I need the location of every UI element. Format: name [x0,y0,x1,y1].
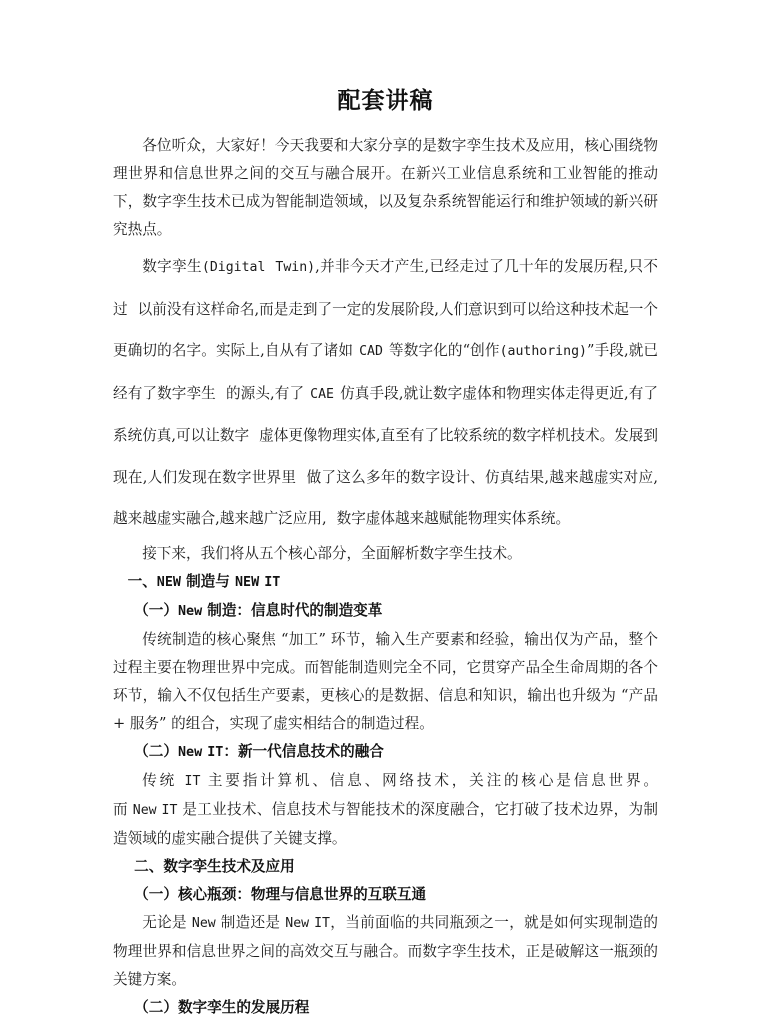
heading-section-1-it: IT [264,574,281,590]
bottleneck-tail: ，当前面临的共同瓶颈之一，就是如何实现制造的物理世界和信息世界之间的高效交互与融合。而数字孪生技术，正是破解这一瓶颈的关键方案。 [113,913,659,988]
heading-section-2-sub-2: （二）数字孪生的发展历程 [134,998,310,1016]
history-text-8: 虚体更像物理实体,直至有了比较系统的数字样机技术。发展到现在,人们发现在数字世界里 [113,427,658,486]
bottleneck-lead: 无论是 [142,913,187,931]
heading-sub2-latin-it: IT [207,744,224,760]
heading-section-1-new: NEW [156,574,181,590]
page-title: 配套讲稿 [337,87,434,114]
history-text-5: ”手段,就已经有了数字孪生 [113,342,659,402]
paragraph-new-it [113,767,658,853]
history-latin-cae: CAE [310,386,334,402]
new-it-mid: 主要指计算机、信息、网络技术，关注的核心是信息世界。而 [113,771,658,818]
history-latin-cad: CAD [359,344,383,359]
new-it-latin-1: IT [184,773,201,789]
heading-section-1-new2: NEW [234,574,260,590]
bottleneck-latin-2: New [285,915,310,931]
heading-sub2-latin-new: New [177,744,203,760]
heading-section-1-sub-1 [113,597,658,626]
history-text-3: 以前没有这样命名,而是走到了一定的发展阶段,人们意识到可以给这种技术起一个更确切的名字。实际上,自从有了诸如 [113,300,658,359]
history-latin-twin: Twin) [275,260,316,275]
heading-sub1-text: 制造：信息时代的制造变革 [207,601,383,619]
heading-sub1-latin: New [177,603,203,619]
history-text-2: ,并非今天才产生,已经走过了几十年的发展历程,只不过 [113,258,658,318]
heading-sub2-text: ：新一代信息技术的融合 [223,742,384,760]
history-text-7: 仿真手段,就让数字虚体和物理实体走得更近,有了系统仿真,可以让数字 [113,384,658,444]
new-it-lead: 传统 [142,771,178,789]
bottleneck-latin-3: IT [314,915,330,931]
new-it-latin-2: New [132,802,157,818]
bottleneck-latin-1: New [191,915,216,931]
paragraph-intro: 各位听众，大家好！今天我要和大家分享的是数字孪生技术及应用，核心围绕物理世界和信息世界之间的交互与融合展开。在新兴工业信息系统和工业智能的推动下，数字孪生技术已成为智能制造领域，以及复杂系统智能运行和维护领域的新兴研究热点。 [113,137,658,238]
new-it-latin-3: IT [161,802,178,818]
heading-section-2: 二、数字孪生技术及应用 [134,857,295,875]
history-latin-authoring: (authoring) [499,344,587,359]
paragraph-transition: 接下来，我们将从五个核心部分，全面解析数字孪生技术。 [142,544,522,562]
paragraph-bottleneck [113,909,658,994]
heading-section-2-sub-1: （一）核心瓶颈：物理与信息世界的互联互通 [134,885,427,903]
heading-sub2-prefix: （二） [134,742,178,760]
history-text-10: 数字虚体越来越赋能物理实体系统。 [336,510,571,527]
paragraph-new-manufacturing: 传统制造的核心聚焦 “加工” 环节，输入生产要素和经验，输出仅为产品，整个过程主要在物理世界中完成。而智能制造则完全不同，它贯穿产品全生命周期的各个环节，输入不仅包括生产要素，更核心的是数据、信息和知识，输出也升级为 “产品 + 服务” 的组合，实现了虚实相结合的制造过程。 [113,630,658,732]
history-latin-digital: (Digital [201,260,266,275]
history-text-6: 的源头,有了 [225,384,305,402]
heading-section-1 [113,568,658,597]
history-text-4: 等数字化的“创作 [388,342,500,359]
paragraph-history [113,246,658,540]
heading-section-1-mid: 制造与 [186,572,230,590]
history-text-1: 数字孪生 [142,258,202,275]
heading-sub1-prefix: （一） [134,601,178,619]
new-it-tail: 是工业技术、信息技术与智能技术的深度融合，它打破了技术边界，为制造领域的虚实融合提供了关键支撑。 [113,800,658,847]
history-text-9: 做了这么多年的数字设计、仿真结果,越来越虚实对应,越来越虚实融合,越来越广泛应用, [113,468,659,527]
heading-section-1-prefix: 一、 [127,572,157,590]
heading-section-1-sub-2 [113,738,658,767]
bottleneck-mid: 制造还是 [220,913,281,931]
